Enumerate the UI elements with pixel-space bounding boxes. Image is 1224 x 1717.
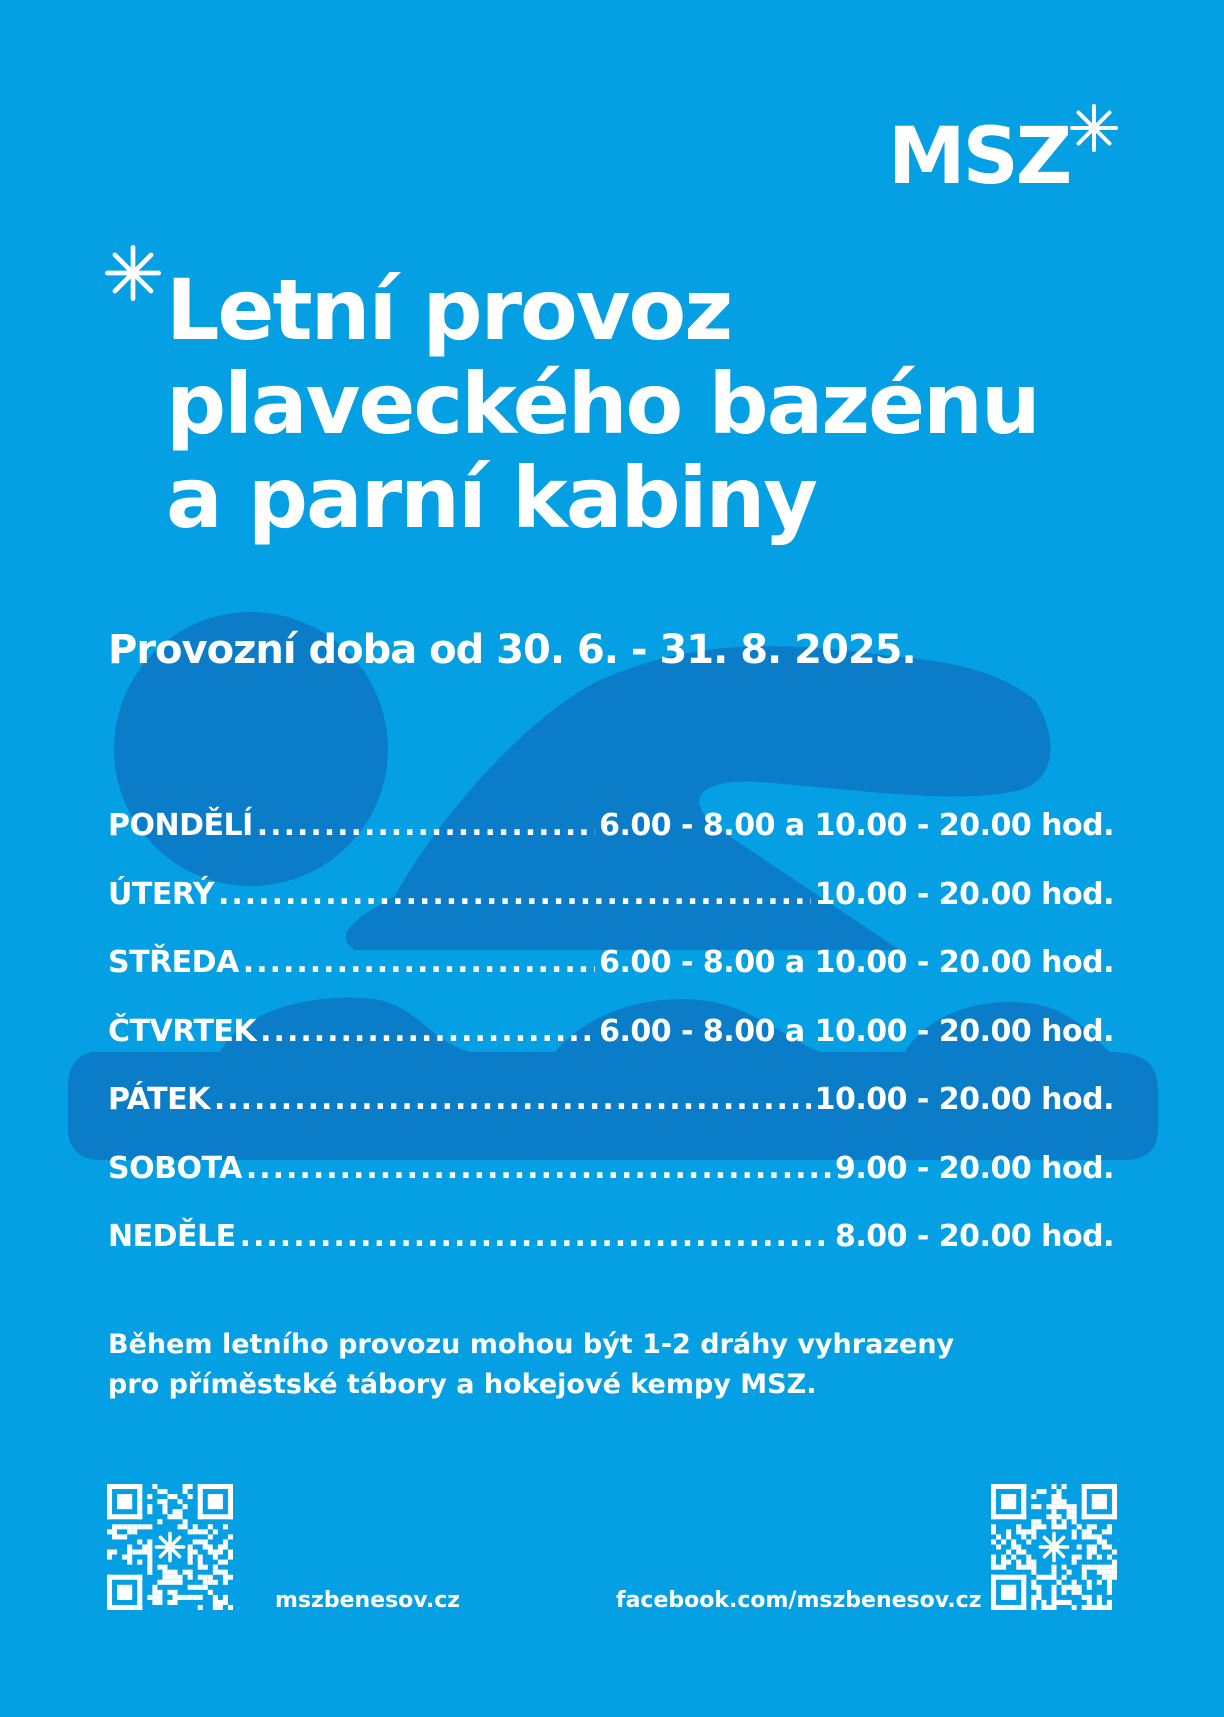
day-label: PONDĚLÍ [108, 808, 253, 843]
dot-leader [214, 1082, 811, 1117]
page-title [166, 263, 1039, 545]
schedule-row-monday [108, 808, 1114, 877]
qr-code-icon[interactable] [991, 1484, 1117, 1610]
hours-value: 6.00 - 8.00 a 10.00 - 20.00 hod. [599, 945, 1114, 980]
hours-value: 6.00 - 8.00 a 10.00 - 20.00 hod. [599, 808, 1114, 843]
lane-reservation-note: Během letního provozu mohou být 1-2 dráhy vyhrazeny pro příměstské tábory a hokejové kempy MSZ. [108, 1329, 955, 1400]
schedule-row-wednesday [108, 945, 1114, 1014]
title-line-2: plaveckého bazénu [166, 355, 1039, 453]
schedule-row-tuesday [108, 877, 1114, 946]
day-label: SOBOTA [108, 1150, 242, 1186]
hours-value: 8.00 - 20.00 hod. [834, 1219, 1114, 1254]
dot-leader [243, 945, 595, 980]
schedule-row-thursday [108, 1014, 1114, 1083]
hours-value: 6.00 - 8.00 a 10.00 - 20.00 hod. [599, 1013, 1114, 1049]
msz-logo: MSZ [888, 112, 1070, 202]
asterisk-star-icon [105, 245, 161, 301]
schedule-row-friday [108, 1082, 1114, 1151]
day-label: ÚTERÝ [108, 876, 215, 912]
opening-hours-list [108, 808, 1114, 1288]
day-label: PÁTEK [108, 1082, 210, 1117]
asterisk-star-icon [1070, 104, 1118, 152]
day-label: STŘEDA [108, 945, 239, 980]
qr-code-icon[interactable] [107, 1484, 233, 1610]
dot-leader [246, 1151, 831, 1186]
schedule-row-saturday [108, 1151, 1114, 1220]
schedule-row-sunday [108, 1219, 1114, 1288]
day-label: ČTVRTEK [108, 1013, 257, 1049]
dot-leader [218, 877, 811, 912]
hours-value: 10.00 - 20.00 hod. [814, 876, 1114, 912]
dot-leader [260, 1014, 595, 1049]
facebook-link[interactable]: facebook.com/mszbenesov.cz [616, 1588, 982, 1613]
dot-leader [257, 808, 595, 843]
hours-value: 9.00 - 20.00 hod. [834, 1150, 1114, 1186]
title-line-3: a parní kabiny [166, 449, 817, 547]
hours-value: 10.00 - 20.00 hod. [814, 1082, 1114, 1117]
website-link[interactable]: mszbenesov.cz [275, 1588, 461, 1613]
day-label: NEDĚLE [108, 1219, 236, 1254]
title-line-1: Letní provoz [166, 261, 732, 359]
dot-leader [240, 1219, 831, 1254]
operating-period: Provozní doba od 30. 6. - 31. 8. 2025. [108, 627, 916, 673]
